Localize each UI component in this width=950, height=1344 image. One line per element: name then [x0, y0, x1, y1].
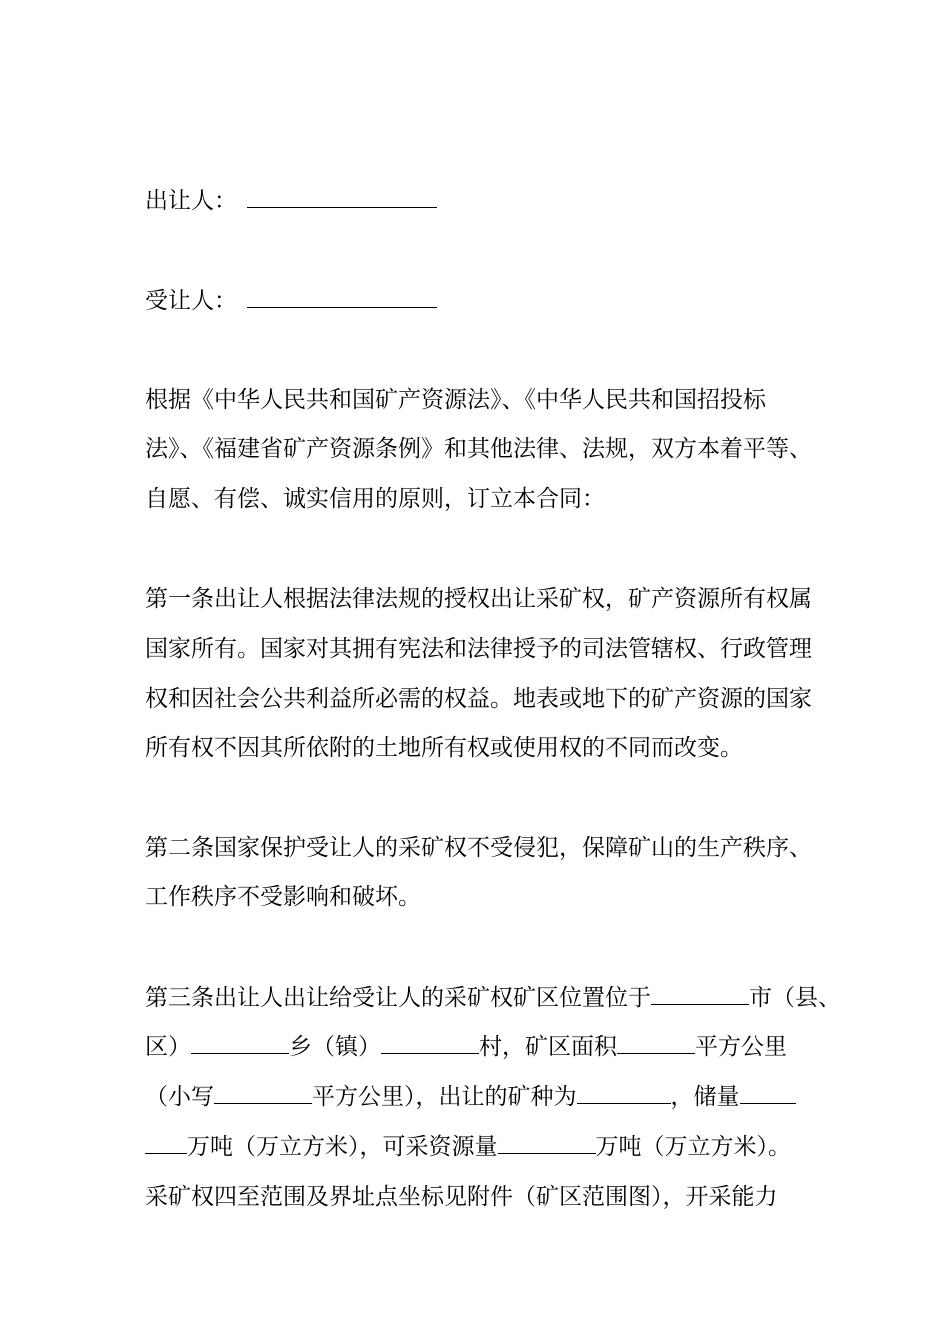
- article2-line-1: 第二条国家保护受让人的采矿权不受侵犯，保障矿山的生产秩序、: [145, 835, 812, 861]
- article3-line-4: [145, 1132, 791, 1162]
- article3-text: 平方公里: [695, 1034, 787, 1060]
- preamble-line-3: 自愿、有偿、诚实信用的原则，订立本合同：: [145, 486, 605, 512]
- article3-line-1: [145, 983, 841, 1013]
- transferee-line: [145, 286, 437, 316]
- article3-text: （小写: [145, 1084, 214, 1110]
- article3-text: 万吨（万立方米）。: [595, 1134, 791, 1160]
- article3-text: 第三条出让人出让给受让人的采矿权矿区位置位于: [145, 985, 651, 1011]
- article3-text: 村，矿区面积: [479, 1034, 617, 1060]
- transferee-blank: [247, 306, 437, 308]
- area-lowercase-blank: [214, 1102, 312, 1104]
- city-blank: [651, 1003, 749, 1005]
- article3-line-3: [145, 1082, 796, 1112]
- article1-line-2: 国家所有。国家对其拥有宪法和法律授予的司法管辖权、行政管理: [145, 636, 812, 662]
- transferee-label: 受让人：: [145, 288, 237, 314]
- article3-line-2: [145, 1032, 787, 1062]
- transferor-line: [145, 186, 437, 216]
- reserve-blank: [740, 1102, 796, 1104]
- article1-line-1: 第一条出让人根据法律法规的授权出让采矿权，矿产资源所有权属: [145, 586, 812, 612]
- village-blank: [381, 1052, 479, 1054]
- article3-text: 市（县、: [749, 985, 841, 1011]
- reserve-blank-cont: [145, 1152, 187, 1154]
- recoverable-blank: [498, 1152, 596, 1154]
- article1-line-4: 所有权不因其所依附的土地所有权或使用权的不同而改变。: [145, 735, 743, 761]
- township-blank: [191, 1052, 289, 1054]
- article1-line-3: 权和因社会公共利益所必需的权益。地表或地下的矿产资源的国家: [145, 686, 812, 712]
- article3-line-5: 采矿权四至范围及界址点坐标见附件（矿区范围图），开采能力: [145, 1184, 778, 1210]
- preamble-line-1: 根据《中华人民共和国矿产资源法》、《中华人民共和国招投标: [145, 387, 766, 413]
- article3-text: 乡（镇）: [289, 1034, 381, 1060]
- article3-text: 区）: [145, 1034, 191, 1060]
- article2-line-2: 工作秩序不受影响和破坏。: [145, 884, 421, 910]
- transferor-blank: [247, 206, 437, 208]
- preamble-line-2: 法》、《福建省矿产资源条例》和其他法律、法规，双方本着平等、: [145, 436, 812, 462]
- area-blank: [617, 1052, 695, 1054]
- article3-text: 平方公里），出让的矿种为: [312, 1084, 577, 1110]
- article3-text: ，储量: [670, 1084, 740, 1110]
- mineral-type-blank: [577, 1102, 671, 1104]
- article3-text: 万吨（万立方米），可采资源量: [187, 1134, 498, 1160]
- transferor-label: 出让人：: [145, 188, 237, 214]
